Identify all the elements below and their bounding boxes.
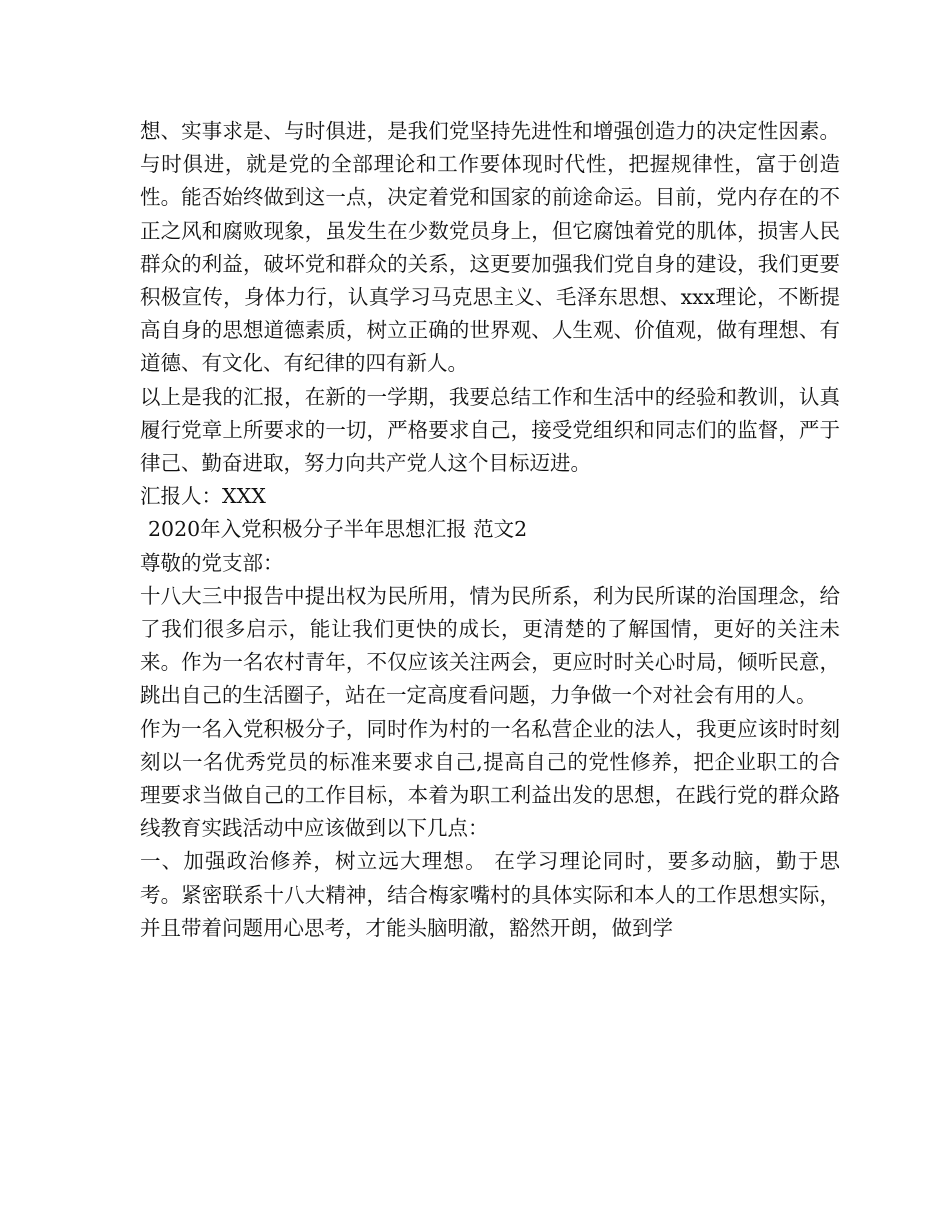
paragraph-point-one: 一、加强政治修养，树立远大理想。 在学习理论同时，要多动脑，勤于思考。紧密联系十八大精神，结合梅家嘴村的具体实际和本人的工作思想实际，并且带着问题用心思考，才能头脑明澈，豁然开朗，做到学 <box>140 849 840 940</box>
paragraph-governance-concept: 十八大三中报告中提出权为民所用，情为民所系，利为民所谋的治国理念，给了我们很多启示，能让我们更快的成长，更清楚的了解国情，更好的关注未来。作为一名农村青年，不仅应该关注两会，更应时时关心时局，倾听民意，跳出自己的生活圈子，站在一定高度看问题，力争做一个对社会有用的人。 <box>140 583 840 708</box>
salutation: 尊敬的党支部： <box>140 550 284 575</box>
document-body <box>140 115 840 945</box>
paragraph-closing-summary: 以上是我的汇报，在新的一学期，我要总结工作和生活中的经验和教训，认真履行党章上所要求的一切，严格要求自己，接受党组织和同志们的监督，严于律己、勤奋进取，努力向共产党人这个目标迈进。 <box>140 384 840 476</box>
section-title: 2020年入党积极分子半年思想汇报 范文2 <box>148 517 528 542</box>
paragraph-party-building: 想、实事求是、与时俱进，是我们党坚持先进性和增强创造力的决定性因素。与时俱进，就是党的全部理论和工作要体现时代性，把握规律性，富于创造性。能否始终做到这一点，决定着党和国家的前途命运。目前，党内存在的不正之风和腐败现象，虽发生在少数党员身上，但它腐蚀着党的肌体，损害人民群众的利益，破坏党和群众的关系，这更要加强我们党自身的建设，我们更要积极宣传，身体力行，认真学习马克思主义、毛泽东思想、xxx理论，不断提高自身的思想道德素质，树立正确的世界观、人生观、价值观，做有理想、有道德、有文化、有纪律的四有新人。 <box>140 119 840 376</box>
reporter-signature-line: 汇报人：XXX <box>140 484 266 509</box>
paragraph-activist-role: 作为一名入党积极分子，同时作为村的一名私营企业的法人，我更应该时时刻刻以一名优秀党员的标准来要求自己,提高自己的党性修养，把企业职工的合理要求当做自己的工作目标，本着为职工利益出发的思想，在践行党的群众路线教育实践活动中应该做到以下几点： <box>140 716 840 841</box>
